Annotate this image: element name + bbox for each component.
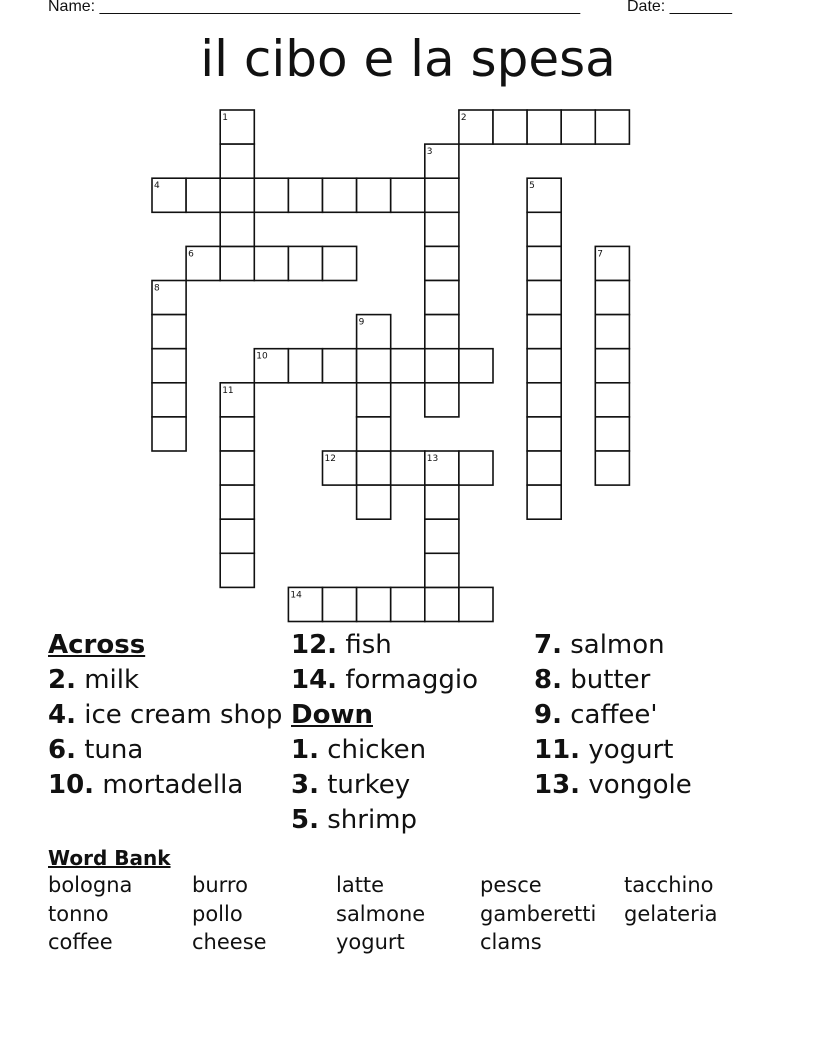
grid-cell[interactable] xyxy=(459,451,493,485)
grid-cell[interactable] xyxy=(595,417,629,451)
clue-across-10: 10. mortadella xyxy=(48,770,244,800)
name-label: Name: ______________________________________________________ xyxy=(48,0,581,15)
grid-cell[interactable] xyxy=(527,383,561,417)
grid-cell[interactable] xyxy=(595,451,629,485)
cell-number: 14 xyxy=(290,590,302,601)
grid-cell[interactable] xyxy=(527,110,561,144)
grid-cell[interactable] xyxy=(220,451,254,485)
grid-cell[interactable] xyxy=(425,553,459,587)
grid-cell[interactable] xyxy=(425,383,459,417)
page-title: il cibo e la spesa xyxy=(200,30,616,88)
grid-cell[interactable] xyxy=(527,485,561,519)
grid-cell[interactable] xyxy=(357,485,391,519)
clues-column-1 xyxy=(48,630,288,805)
grid-cell[interactable] xyxy=(459,587,493,621)
word-bank-title: Word Bank xyxy=(48,846,171,870)
clues-column-3 xyxy=(534,630,784,805)
clue-down-13: 13. vongole xyxy=(534,770,692,800)
cell-number: 11 xyxy=(222,385,234,396)
cell-number: 10 xyxy=(256,351,268,362)
grid-cell[interactable] xyxy=(595,383,629,417)
grid-cell[interactable] xyxy=(425,178,459,212)
grid-cell[interactable] xyxy=(288,178,322,212)
cell-number: 12 xyxy=(324,454,336,464)
grid-cell[interactable] xyxy=(288,246,322,280)
grid-cell[interactable] xyxy=(220,178,254,212)
clue-across-4: 4. ice cream shop xyxy=(48,700,283,730)
grid-cell[interactable] xyxy=(220,417,254,451)
cell-number: 4 xyxy=(154,181,160,192)
grid-cell[interactable] xyxy=(220,246,254,280)
clue-across-6: 6. tuna xyxy=(48,735,144,765)
grid-cell[interactable] xyxy=(323,349,357,383)
grid-cell[interactable] xyxy=(527,315,561,349)
grid-cell[interactable] xyxy=(152,349,186,383)
word-bank-item: tonno xyxy=(48,901,109,926)
grid-cell[interactable] xyxy=(220,485,254,519)
word-bank-item: coffee xyxy=(48,930,113,954)
grid-cell[interactable] xyxy=(391,587,425,621)
grid-cell[interactable] xyxy=(561,110,595,144)
grid-cell[interactable] xyxy=(288,349,322,383)
grid-cell[interactable] xyxy=(595,349,629,383)
clue-across-12: 12. fish xyxy=(291,630,392,660)
grid-cell[interactable] xyxy=(391,178,425,212)
word-bank-item: salmone xyxy=(336,901,426,926)
cell-number: 1 xyxy=(222,113,228,123)
down-heading: Down xyxy=(291,700,373,730)
word-bank-item: pesce xyxy=(480,873,542,897)
grid-cell[interactable] xyxy=(152,315,186,349)
grid-cell[interactable] xyxy=(527,451,561,485)
grid-cell[interactable] xyxy=(527,281,561,315)
word-bank-item: pollo xyxy=(192,901,243,926)
clue-down-3: 3. turkey xyxy=(291,770,411,800)
word-bank-item: burro xyxy=(192,873,248,897)
grid-cell[interactable] xyxy=(425,246,459,280)
word-bank-item: clams xyxy=(480,930,542,954)
clue-down-7: 7. salmon xyxy=(534,630,665,660)
grid-cell[interactable] xyxy=(527,246,561,280)
word-bank-item: yogurt xyxy=(336,930,405,954)
grid-cell[interactable] xyxy=(152,383,186,417)
grid-cell[interactable] xyxy=(323,178,357,212)
word-bank-item: cheese xyxy=(192,930,267,954)
cell-number: 13 xyxy=(426,454,439,464)
grid-cell[interactable] xyxy=(527,212,561,246)
clue-across-14: 14. formaggio xyxy=(291,665,479,695)
grid-cell[interactable] xyxy=(254,178,288,212)
cell-number: 2 xyxy=(460,113,467,123)
word-bank-item: latte xyxy=(336,873,385,897)
word-bank-item: gelateria xyxy=(624,901,718,926)
grid-cell[interactable] xyxy=(527,417,561,451)
grid-cell[interactable] xyxy=(425,349,459,383)
grid-cell[interactable] xyxy=(357,451,391,485)
grid-cell[interactable] xyxy=(425,315,459,349)
cell-number: 8 xyxy=(154,283,160,294)
clue-down-1: 1. chicken xyxy=(291,735,427,765)
grid-cell[interactable] xyxy=(152,417,186,451)
cell-number: 7 xyxy=(597,249,604,260)
grid-cell[interactable] xyxy=(425,281,459,315)
grid-cell[interactable] xyxy=(527,349,561,383)
grid-cell[interactable] xyxy=(459,349,493,383)
grid-cell[interactable] xyxy=(357,383,391,417)
grid-cell[interactable] xyxy=(186,178,220,212)
date-label: Date: _______ xyxy=(627,0,732,15)
clue-down-11: 11. yogurt xyxy=(534,735,674,765)
cell-number: 3 xyxy=(426,147,433,158)
word-bank-item: gamberetti xyxy=(480,901,597,926)
grid-cell[interactable] xyxy=(220,212,254,246)
across-heading: Across xyxy=(48,630,146,660)
grid-cell[interactable] xyxy=(323,587,357,621)
grid-cell[interactable] xyxy=(493,110,527,144)
word-bank-item: bologna xyxy=(48,873,133,897)
grid-cell[interactable] xyxy=(595,110,629,144)
grid-cell[interactable] xyxy=(220,519,254,553)
grid-cell[interactable] xyxy=(391,349,425,383)
grid-cell[interactable] xyxy=(391,451,425,485)
grid-cell[interactable] xyxy=(357,417,391,451)
grid-cell[interactable] xyxy=(425,587,459,621)
grid-cell[interactable] xyxy=(323,246,357,280)
clue-down-8: 8. butter xyxy=(534,665,651,695)
grid-cell[interactable] xyxy=(595,315,629,349)
word-bank-item: tacchino xyxy=(624,873,714,897)
grid-cell[interactable] xyxy=(357,587,391,621)
clues-column-2 xyxy=(291,630,536,840)
cell-number: 9 xyxy=(358,317,365,328)
cell-number: 5 xyxy=(529,181,535,192)
grid-cell[interactable] xyxy=(425,485,459,519)
grid-cell[interactable] xyxy=(425,519,459,553)
cell-number: 6 xyxy=(188,249,194,260)
grid-cell[interactable] xyxy=(357,178,391,212)
clue-across-2: 2. milk xyxy=(48,665,140,695)
clue-down-9: 9. caffee' xyxy=(534,700,658,730)
grid-cell[interactable] xyxy=(425,212,459,246)
grid-cell[interactable] xyxy=(220,144,254,178)
grid-cell[interactable] xyxy=(595,281,629,315)
clue-down-5: 5. shrimp xyxy=(291,805,418,835)
grid-cell[interactable] xyxy=(254,246,288,280)
grid-cell[interactable] xyxy=(357,349,391,383)
grid-cell[interactable] xyxy=(220,553,254,587)
